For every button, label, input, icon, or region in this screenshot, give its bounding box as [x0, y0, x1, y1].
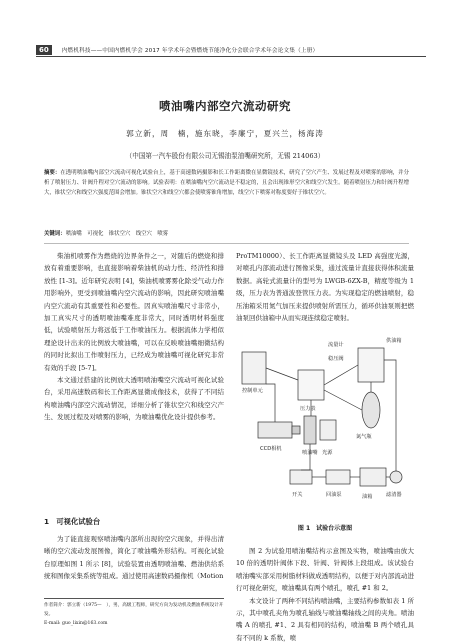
- section-heading: 1 可视化试验台: [44, 517, 101, 526]
- paper-title: 喷油嘴内部空穴流动研究: [159, 99, 291, 113]
- tank-shape: [358, 348, 384, 382]
- controller-box: [242, 352, 266, 384]
- label-valve: 稳压阀: [328, 356, 344, 362]
- paragraph: 为了能直接观察喷油嘴内部所出现的空穴现象，并得出清晰的空穴流动发展图像，简化了喷油嘴外形结构。可视化试验台原理如图 1 所示 [8]，试验装置由透明喷油嘴、燃油供给系统和图像采集系统等组成。通过使用高速数码摄像机（Motion: [44, 535, 224, 581]
- paragraph: 柴油机喷雾作为燃烧的边界条件之一，对随后的燃烧和排放有着重要影响，也直接影响着柴油机的动力性、经济性和排放性 [1-3]。近年研究表明 [4]，柴油机喷雾雾化除受气动力作用影响外，更受到喷油嘴内空穴流动的影响，因此研究喷油嘴内空穴流动有其重要性和必要性。因真实喷油嘴尺寸非常小，加工真实尺寸的透明喷油嘴难度非常大，同时透明材料强度低，试验喷射压力将远低于工作喷油压力。根据流体力学相似理论设计出来的比例放大喷油嘴，可以在反映喷油嘴细微结构的同时比拟出工作喷射压力，已经成为喷油嘴可视化研究非常有效的手段 [5-7]。: [44, 252, 224, 372]
- keyword-item: 锥状空穴: [108, 231, 131, 237]
- label-gas: 氮气瓶: [356, 434, 372, 440]
- label-filter: 油箱: [362, 494, 373, 500]
- label-ccd: CCD相机: [260, 446, 282, 452]
- label-controller: 控制单元: [242, 388, 263, 394]
- test-rig-figure: [240, 330, 412, 518]
- figure-caption: 图 1 试验台示意图: [297, 525, 353, 532]
- paragraph: 本文通过搭建的比例放大透明喷油嘴空穴流动可视化试验台，采用高速数码和长工作距离显微成像技术，获得了不同结构喷油嘴内部空穴流动情况，详细分析了锥状空穴和线空穴产生、发展过程及对喷雾的影响，为喷油嘴优化设计提供参考。: [44, 376, 224, 422]
- paragraph: 本文设计了两种不同结构喷油嘴，主要结构参数如表 1 所示，其中喷孔夹角为喷孔轴线与喷油嘴轴线之间的夹角。喷油嘴 A 的喷孔 #1、2 具有相同的结构，喷油嘴 B 两个喷孔具有不同的 k 系数，喷: [236, 596, 414, 642]
- abstract-label: 摘要：: [44, 170, 61, 176]
- keyword-item: 线空穴: [135, 231, 152, 237]
- keyword-item: 可视化: [87, 231, 104, 237]
- divider: [44, 243, 409, 244]
- left-column-intro: [44, 250, 224, 424]
- gas-bottle-shape: [362, 392, 380, 428]
- affiliation: （中国第一汽车股份有限公司无锡油泵油嘴研究所，无锡 214063）: [125, 152, 325, 160]
- label-light: 光源: [322, 450, 333, 456]
- right-column-after-figure: [236, 545, 414, 644]
- running-title: 内燃机科技——中国内燃机学会 2017 年学术年会暨燃烧节能净化分会联合学术年会论文集（上册）: [61, 48, 319, 54]
- footnote-author: 作者简介：郭立新（1975— ），男，高级工程师，研究方向为发动机及燃油系统设计开发。: [44, 603, 224, 617]
- ccd-camera-shape: [258, 422, 292, 438]
- keyword-item: 喷油嘴: [65, 231, 82, 237]
- footnote-email: E-mail: guo_lixin@163.com: [44, 621, 108, 626]
- paragraph: 图 2 为试验用喷油嘴结构示意图及实物，喷油嘴由放大 10 倍的透明针阀体下段、针阀、针阀体上段组成。该试验台喷油嘴实部采用树脂材料做成透明结构，以便于对内部流动进行可视化研究，喷油嘴具有两个喷孔，喷孔 #1 和 2。: [236, 547, 414, 593]
- keywords: [44, 229, 409, 239]
- author-list: 郭立新，周 楠，施东晓，李廉宁，夏兴兰，杨海涛: [126, 129, 324, 138]
- nozzle-shape: [304, 416, 316, 444]
- footnote: [44, 598, 224, 628]
- keywords-label: 关键词：: [44, 231, 66, 237]
- abstract: [44, 168, 409, 198]
- abstract-text: 在透明喷油嘴内部空穴流动可视化试验台上，基于高速数码摄影和长工作距离微在显微镜技术，研究了空穴产生、发展过程及对喷雾的影响，并分析了喷射压力、针阀升程对空穴流动的影响。试验表明：在喷油嘴内空穴流动是不稳定的，且会出现锥形空穴和线空穴发生。随着喷射压力和针阀升程增大，锥状空穴和线空穴强度范围会增加。锥状空穴和线空穴都会使喷雾锥角增加，线空穴下喷雾对称度要好于锥状空穴。: [44, 170, 409, 197]
- label-pump: 滤清器: [386, 492, 402, 498]
- keyword-item: 喷雾: [157, 231, 169, 237]
- running-header: [36, 44, 426, 57]
- label-recycle: 回油泵: [326, 492, 342, 498]
- paragraph: ProTM10000）、长工作距离显微镜头及 LED 高强度光源，对喷孔内部流动进行图像采集，通过流量计直接获得体积流量数据。高轮式流量计的型号为 LWGB-6ZX-B，精度等级为 1 级，压力表为普通波登管压力表。为实现稳定的燃油喷射，稳压油箱采用氮气加压来提供喷射所需压力，循环供油泵则把燃油泵回供油箱中从而实现连续稳定喷射。: [236, 252, 414, 323]
- label-switch: 开关: [292, 492, 303, 498]
- label-flowmeter: 流量计: [328, 342, 344, 348]
- label-tank: 供油箱: [386, 338, 402, 344]
- label-pressure: 压力表: [300, 406, 316, 412]
- page-number: 60: [36, 45, 52, 55]
- label-nozzle: 喷油嘴: [302, 450, 318, 456]
